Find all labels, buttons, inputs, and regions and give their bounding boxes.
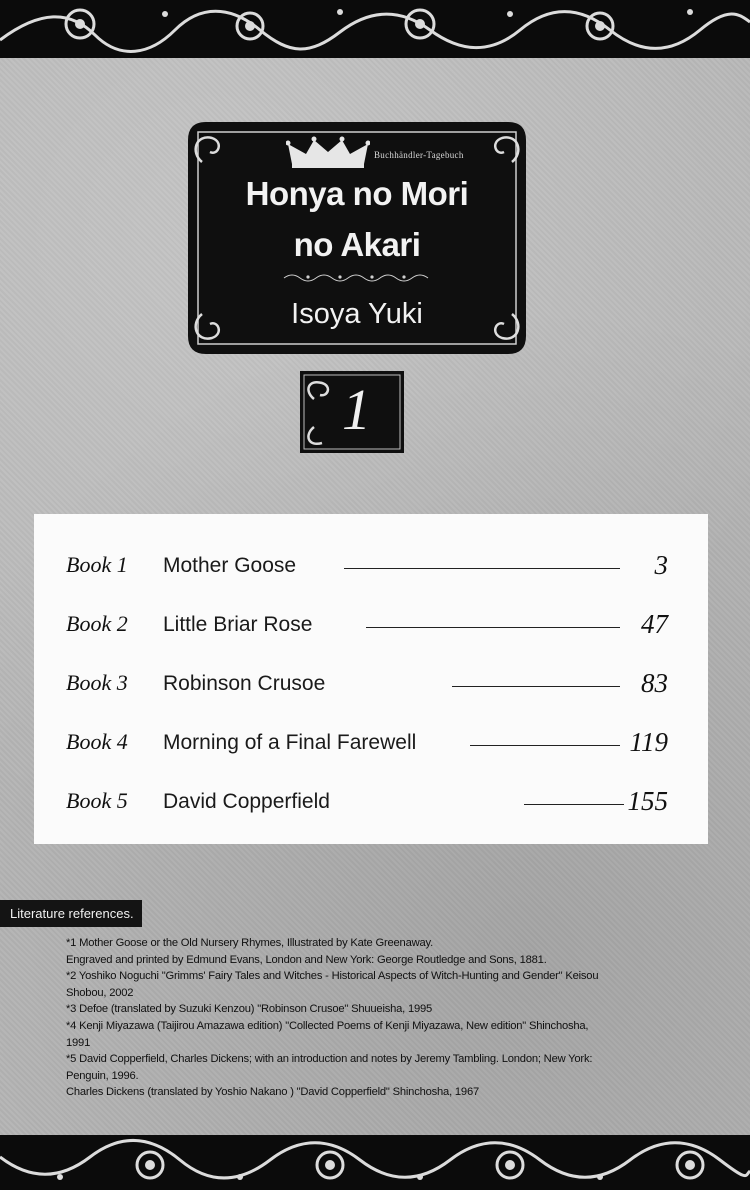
title-line-2: no Akari — [293, 226, 421, 263]
toc-entry — [34, 548, 708, 588]
toc-chapter-title: Mother Goose — [163, 554, 297, 577]
toc-chapter-title: Little Briar Rose — [163, 613, 313, 636]
reference-line: Charles Dickens (translated by Yoshio Nakano ) "David Copperfield" Shinchosha, 1967 — [66, 1086, 479, 1099]
bottom-ornament-border — [0, 1135, 750, 1190]
reference-line: *2 Yoshiko Noguchi "Grimms' Fairy Tales and Witches - Historical Aspects of Witch-Hunting and Gender" Keisou — [66, 970, 599, 983]
toc-page-number: 83 — [641, 668, 668, 698]
reference-line: *5 David Copperfield, Charles Dickens; with an introduction and notes by Jeremy Tambling. London; New York: — [66, 1053, 593, 1066]
toc-page-number: 155 — [627, 786, 668, 816]
reference-line: Penguin, 1996. — [66, 1069, 139, 1082]
reference-line: Engraved and printed by Edmund Evans, London and New York: George Routledge and Sons, 1881. — [66, 953, 547, 966]
toc-leader-line — [366, 627, 620, 628]
references-label: Literature references. — [0, 900, 142, 927]
toc-entry — [34, 784, 708, 824]
toc-leader-line — [452, 686, 620, 687]
toc-entry — [34, 607, 708, 647]
toc-page-number: 47 — [641, 609, 668, 639]
series-subtitle: Buchhändler-Tagebuch — [374, 150, 464, 160]
toc-chapter-title: Robinson Crusoe — [163, 672, 326, 695]
toc-page-number: 119 — [629, 727, 668, 757]
toc-leader-line — [344, 568, 620, 569]
author-name: Isoya Yuki — [291, 298, 423, 330]
toc-chapter-title: David Copperfield — [163, 790, 330, 813]
toc-entry — [34, 725, 708, 765]
reference-line: *1 Mother Goose or the Old Nursery Rhymes, Illustrated by Kate Greenaway. — [66, 937, 433, 949]
table-of-contents — [34, 514, 708, 844]
reference-line: *3 Defoe (translated by Suzuki Kenzou) "Robinson Crusoe" Shuueisha, 1995 — [66, 1003, 433, 1016]
reference-line: Shobou, 2002 — [66, 986, 134, 999]
reference-line: 1991 — [66, 1036, 91, 1049]
title-line-1: Honya no Mori — [245, 175, 469, 212]
toc-chapter-title: Morning of a Final Farewell — [163, 731, 417, 754]
toc-page-number: 3 — [654, 550, 668, 580]
toc-leader-line — [470, 745, 620, 746]
toc-book-number: Book 4 — [66, 729, 128, 754]
title-divider-ornament — [188, 272, 526, 284]
reference-line: *4 Kenji Miyazawa (Taijirou Amazawa edition) "Collected Poems of Kenji Miyazawa, New edition" Shinchosha, — [66, 1019, 589, 1032]
toc-book-number: Book 1 — [66, 552, 128, 577]
toc-book-number: Book 5 — [66, 788, 128, 813]
top-ornament-border — [0, 0, 750, 58]
volume-number: 1 — [342, 377, 371, 442]
toc-book-number: Book 2 — [66, 611, 128, 636]
toc-entry — [34, 666, 708, 706]
crown-icon — [286, 136, 370, 170]
toc-book-number: Book 3 — [66, 670, 128, 695]
toc-leader-line — [524, 804, 624, 805]
references-list — [66, 935, 716, 1101]
